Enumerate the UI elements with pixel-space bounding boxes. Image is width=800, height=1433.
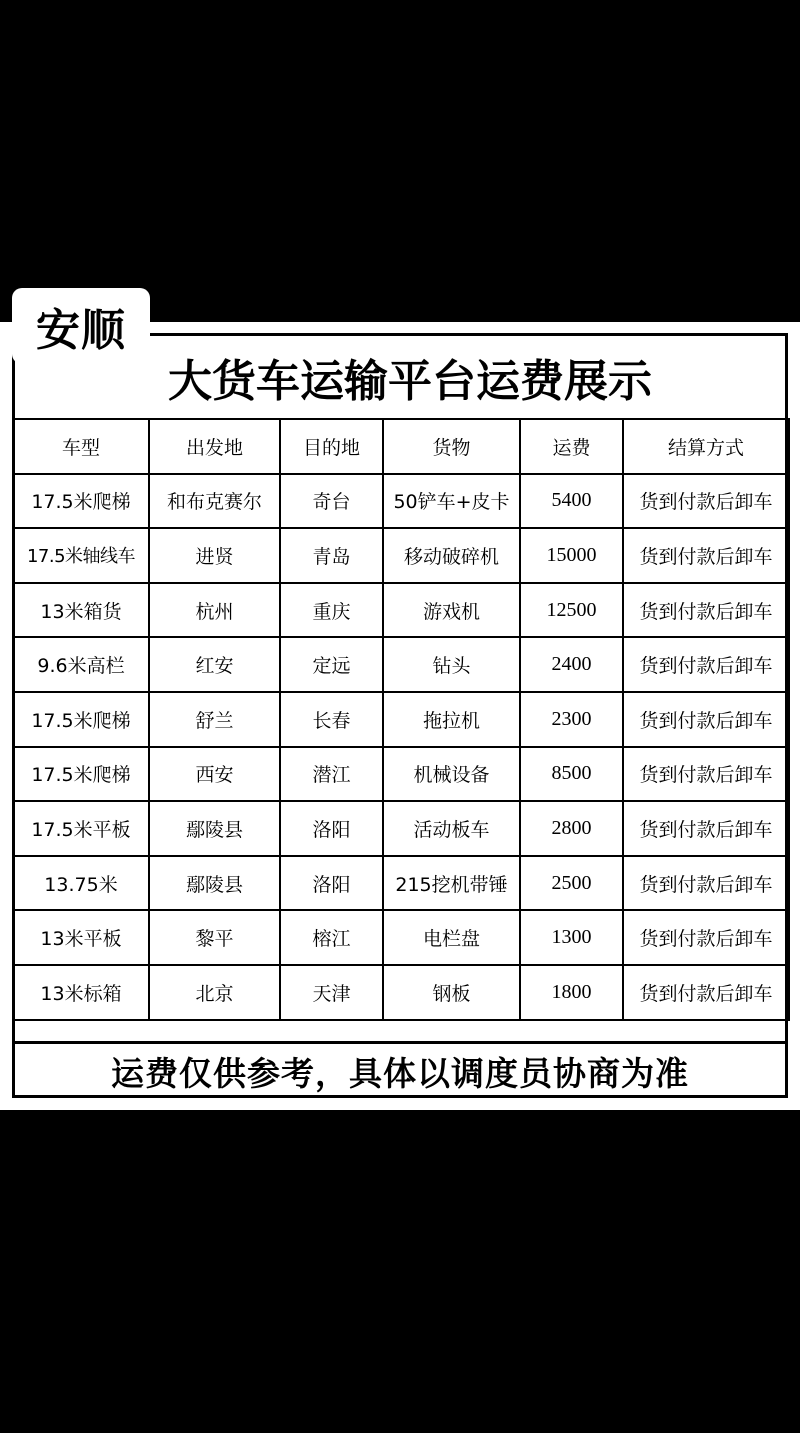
table-row bbox=[13, 965, 789, 1020]
cell-cargo: 游戏机 bbox=[383, 583, 520, 638]
cell-settlement-method: 货到付款后卸车 bbox=[623, 637, 789, 692]
cell-cargo: 50铲车+皮卡 bbox=[383, 474, 520, 529]
cell-destination: 定远 bbox=[280, 637, 383, 692]
cell-freight-fee: 1300 bbox=[520, 910, 623, 965]
cell-origin: 鄢陵县 bbox=[149, 801, 280, 856]
cell-origin: 进贤 bbox=[149, 528, 280, 583]
column-header-origin: 出发地 bbox=[149, 419, 280, 474]
cell-cargo: 活动板车 bbox=[383, 801, 520, 856]
cell-freight-fee: 2500 bbox=[520, 856, 623, 911]
cell-freight-fee: 5400 bbox=[520, 474, 623, 529]
cell-freight-fee: 12500 bbox=[520, 583, 623, 638]
cell-settlement-method: 货到付款后卸车 bbox=[623, 801, 789, 856]
cell-destination: 奇台 bbox=[280, 474, 383, 529]
table-row bbox=[13, 528, 789, 583]
table-row bbox=[13, 856, 789, 911]
cell-origin: 杭州 bbox=[149, 583, 280, 638]
cell-freight-fee: 2800 bbox=[520, 801, 623, 856]
cell-cargo: 移动破碎机 bbox=[383, 528, 520, 583]
cell-destination: 洛阳 bbox=[280, 856, 383, 911]
cell-origin: 和布克赛尔 bbox=[149, 474, 280, 529]
page-title: 大货车运输平台运费展示 bbox=[168, 356, 652, 407]
cell-freight-fee: 1800 bbox=[520, 965, 623, 1020]
cell-settlement-method: 货到付款后卸车 bbox=[623, 474, 789, 529]
cell-vehicle-type: 17.5米平板 bbox=[13, 801, 149, 856]
cell-freight-fee: 2400 bbox=[520, 637, 623, 692]
cell-settlement-method: 货到付款后卸车 bbox=[623, 528, 789, 583]
cell-origin: 北京 bbox=[149, 965, 280, 1020]
cell-vehicle-type: 13米箱货 bbox=[13, 583, 149, 638]
table-row bbox=[13, 692, 789, 747]
disclaimer-note: 运费仅供参考，具体以调度员协商为准 bbox=[111, 1053, 689, 1093]
cell-cargo: 钻头 bbox=[383, 637, 520, 692]
freight-table-body bbox=[13, 419, 789, 1020]
cell-settlement-method: 货到付款后卸车 bbox=[623, 747, 789, 802]
cell-settlement-method: 货到付款后卸车 bbox=[623, 910, 789, 965]
table-row bbox=[13, 474, 789, 529]
cell-vehicle-type: 9.6米高栏 bbox=[13, 637, 149, 692]
cell-destination: 榕江 bbox=[280, 910, 383, 965]
cell-destination: 洛阳 bbox=[280, 801, 383, 856]
column-header-cargo: 货物 bbox=[383, 419, 520, 474]
cell-cargo: 电栏盘 bbox=[383, 910, 520, 965]
cell-origin: 黎平 bbox=[149, 910, 280, 965]
column-header-destination: 目的地 bbox=[280, 419, 383, 474]
cell-freight-fee: 8500 bbox=[520, 747, 623, 802]
cell-destination: 青岛 bbox=[280, 528, 383, 583]
cell-freight-fee: 15000 bbox=[520, 528, 623, 583]
cell-settlement-method: 货到付款后卸车 bbox=[623, 692, 789, 747]
table-row bbox=[13, 637, 789, 692]
cell-cargo: 拖拉机 bbox=[383, 692, 520, 747]
cell-vehicle-type: 13米标箱 bbox=[13, 965, 149, 1020]
cell-origin: 西安 bbox=[149, 747, 280, 802]
column-header-settlement-method: 结算方式 bbox=[623, 419, 789, 474]
cell-vehicle-type: 13米平板 bbox=[13, 910, 149, 965]
cell-vehicle-type: 17.5米爬梯 bbox=[13, 474, 149, 529]
column-header-freight-fee: 运费 bbox=[520, 419, 623, 474]
column-header-vehicle-type: 车型 bbox=[13, 419, 149, 474]
cell-vehicle-type: 17.5米爬梯 bbox=[13, 692, 149, 747]
cell-origin: 鄢陵县 bbox=[149, 856, 280, 911]
cell-origin: 红安 bbox=[149, 637, 280, 692]
cell-cargo: 钢板 bbox=[383, 965, 520, 1020]
table-row bbox=[13, 747, 789, 802]
table-row bbox=[13, 910, 789, 965]
table-row bbox=[13, 583, 789, 638]
cell-vehicle-type: 13.75米 bbox=[13, 856, 149, 911]
table-header-row bbox=[13, 419, 789, 474]
cell-settlement-method: 货到付款后卸车 bbox=[623, 856, 789, 911]
cell-settlement-method: 货到付款后卸车 bbox=[623, 583, 789, 638]
freight-table bbox=[12, 418, 790, 1021]
table-row bbox=[13, 801, 789, 856]
cell-vehicle-type: 17.5米爬梯 bbox=[13, 747, 149, 802]
cell-vehicle-type: 17.5米轴线车 bbox=[13, 528, 149, 583]
cell-cargo: 215挖机带锤 bbox=[383, 856, 520, 911]
cell-settlement-method: 货到付款后卸车 bbox=[623, 965, 789, 1020]
cell-cargo: 机械设备 bbox=[383, 747, 520, 802]
cell-destination: 天津 bbox=[280, 965, 383, 1020]
brand-name: 安顺 bbox=[36, 305, 126, 356]
brand-badge bbox=[12, 288, 150, 364]
cell-destination: 长春 bbox=[280, 692, 383, 747]
cell-destination: 重庆 bbox=[280, 583, 383, 638]
freight-board bbox=[12, 333, 788, 1098]
footer-divider bbox=[12, 1041, 788, 1044]
cell-freight-fee: 2300 bbox=[520, 692, 623, 747]
cell-destination: 潜江 bbox=[280, 747, 383, 802]
cell-origin: 舒兰 bbox=[149, 692, 280, 747]
